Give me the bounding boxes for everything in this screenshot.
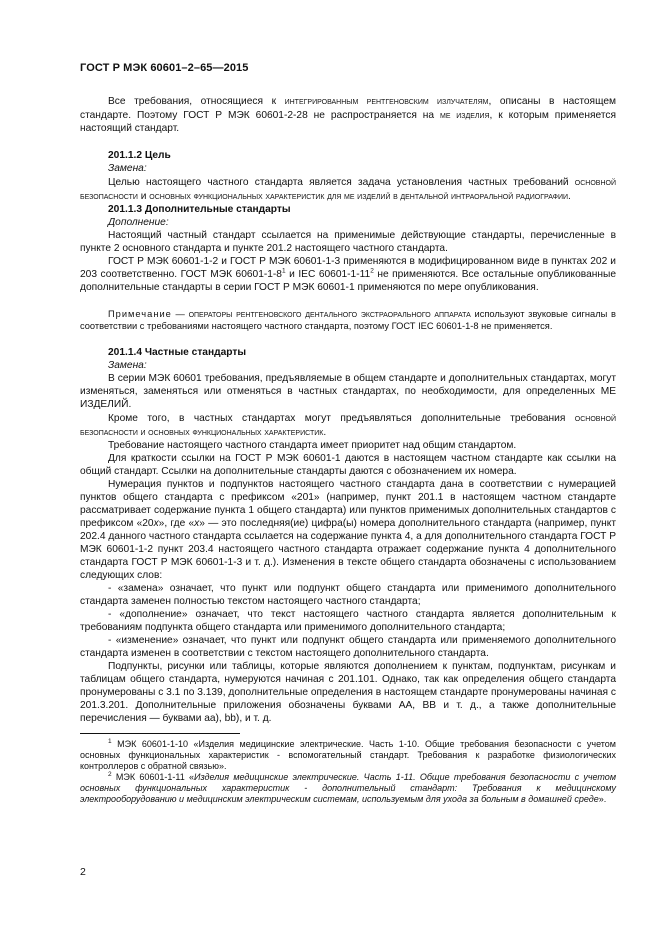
- section-201-1-4-para-3: Требование настоящего частного стандарта имеет приоритет над общим стандартом.: [108, 440, 517, 451]
- footnote-divider: [80, 733, 240, 734]
- section-201-1-4-para-1: В серии МЭК 60601 требования, предъявляемые в общем стандарте и дополнительных стандартах, могут изменяться, заменяться или отменяться в частных стандартах, по необходимости, для определенных МЕ ИЗДЕЛИЙ.: [80, 373, 616, 410]
- section-201-1-4-label: Замена:: [108, 360, 147, 371]
- section-201-1-2-title: 201.1.2 Цель: [108, 150, 171, 161]
- page-header: ГОСТ Р МЭК 60601–2–65—2015: [80, 62, 249, 74]
- section-201-1-4-para-4: Для краткости ссылки на ГОСТ Р МЭК 60601-1 даются в настоящем частном стандарте как ссылки на общий стандарт. Ссылки на дополнительные стандарты даются с обозначением их номера.: [80, 453, 616, 477]
- section-201-1-3-label: Дополнение:: [108, 217, 169, 228]
- document-page: [80, 62, 616, 805]
- list-item-replacement: - «замена» означает, что пункт или подпункт общего стандарта или применимого дополнительного стандарта заменен полностью текстом настоящего частного стандарта;: [80, 583, 616, 607]
- section-201-1-3-para-1: Настоящий частный стандарт ссылается на применимые действующие стандарты, перечисленные в пункте 2 основного стандарта и пункте 201.2 настоящего частного стандарта.: [80, 230, 616, 254]
- intro-paragraph: Все требования, относящиеся к интегрированным рентгеновским излучателям, описаны в настоящем стандарте. Поэтому ГОСТ Р МЭК 60601-2-28 не распространяется на ме изделия, к которым применяется настоящий стандарт.: [80, 95, 617, 134]
- section-201-1-4-para-6: Подпункты, рисунки или таблицы, которые являются дополнением к пунктам, подпунктам, рисункам и таблицам общего стандарта, нумеруются начиная с 201.101. Однако, так как определения общего стандарта пронумерованы с 3.1 по 3.139, дополнительные определения в настоящем стандарте пронумерованы начиная с 201.3.201. Дополнительные приложения обозначены буквами АА, ВВ и т. д., а также дополнительные перечисления — буквами аа), bb), и т. д.: [80, 661, 616, 724]
- footnote-1: $^1$ МЭК 60601-1-10 «Изделия медицинские электрические. Часть 1-10. Общие требования безопасности с учетом основных функциональных характеристик - вспомогательный стандарт. Требования к разработке физиологических контроллеров с обратной связью».: [80, 738, 616, 771]
- section-201-1-2-text: Целью настоящего частного стандарта является задача установления частных требований основной безопасности и основных функциональных характеристик для ме изделий в дентальной интраоральной радиографии.: [80, 176, 616, 202]
- list-item-amendment: - «изменение» означает, что пункт или подпункт общего стандарта или применяемого дополнительного стандарта изменен в соответствии с текстом настоящего дополнительного стандарта.: [80, 635, 616, 659]
- page-number: 2: [80, 866, 86, 878]
- section-201-1-2-label: Замена:: [108, 163, 147, 174]
- section-201-1-4-para-5: Нумерация пунктов и подпунктов настоящего частного стандарта дана в соответствии с нумерацией пунктов общего стандарта с префиксом «201» (например, пункт 201.1 в настоящем частном стандарте рассматривает содержание пункта 1 общего стандарта) или пунктов применимых дополнительных стандартов с префиксом «20x», где «x» — это последняя(ие) цифра(ы) номера дополнительного стандарта (например, пункт 202.4 данного частного стандарта ссылается на содержание пункта 4, а для дополнительного стандарта ГОСТ Р МЭК 60601-1-2 пункт 203.4 настоящего частного стандарта отражает содержание пункта 4 дополнительного стандарта ГОСТ Р МЭК 60601-1-3 и т. д.). Изменения в тексте общего стандарта обозначены с использованием следующих слов:: [80, 479, 616, 581]
- footnote-2: $^2$ МЭК 60601-1-11 «Изделия медицинские электрические. Часть 1-11. Общие требования безопасности с учетом основных функциональных характеристик - дополнительный стандарт: Требования к медицинскому электрооборудованию и медицинским электрическим системам, используемым для ухода за больным в домашней среде».: [80, 771, 616, 804]
- section-201-1-4-para-2: Кроме того, в частных стандартах могут предъявляться дополнительные требования основной безопасности и основных функциональных характеристик.: [80, 412, 616, 438]
- section-201-1-3-para-2: ГОСТ Р МЭК 60601-1-2 и ГОСТ Р МЭК 60601-1-3 применяются в модифицированном виде в пунктах 202 и 203 соответственно. ГОСТ МЭК $60601-1-8^1$ и IEC $60601-1-11^2$ не применяются. Все остальные опубликованные дополнительные стандарты в серии ГОСТ Р МЭК 60601-1 применяются по мере опубликования.: [80, 256, 617, 293]
- note-paragraph: Примечание — операторы рентгеновского дентального экстраорального аппарата используют звуковые сигналы в соответствии с требованиями настоящего частного стандарта, поэтому ГОСТ IEC 60601-1-8 не применяется.: [80, 308, 616, 331]
- section-201-1-3-title: 201.1.3 Дополнительные стандарты: [108, 204, 291, 215]
- section-201-1-4-title: 201.1.4 Частные стандарты: [108, 347, 247, 358]
- list-item-addition: - «дополнение» означает, что текст настоящего частного стандарта является дополнительным к требованиям подпункта общего стандарта или применимого дополнительного стандарта;: [80, 609, 616, 633]
